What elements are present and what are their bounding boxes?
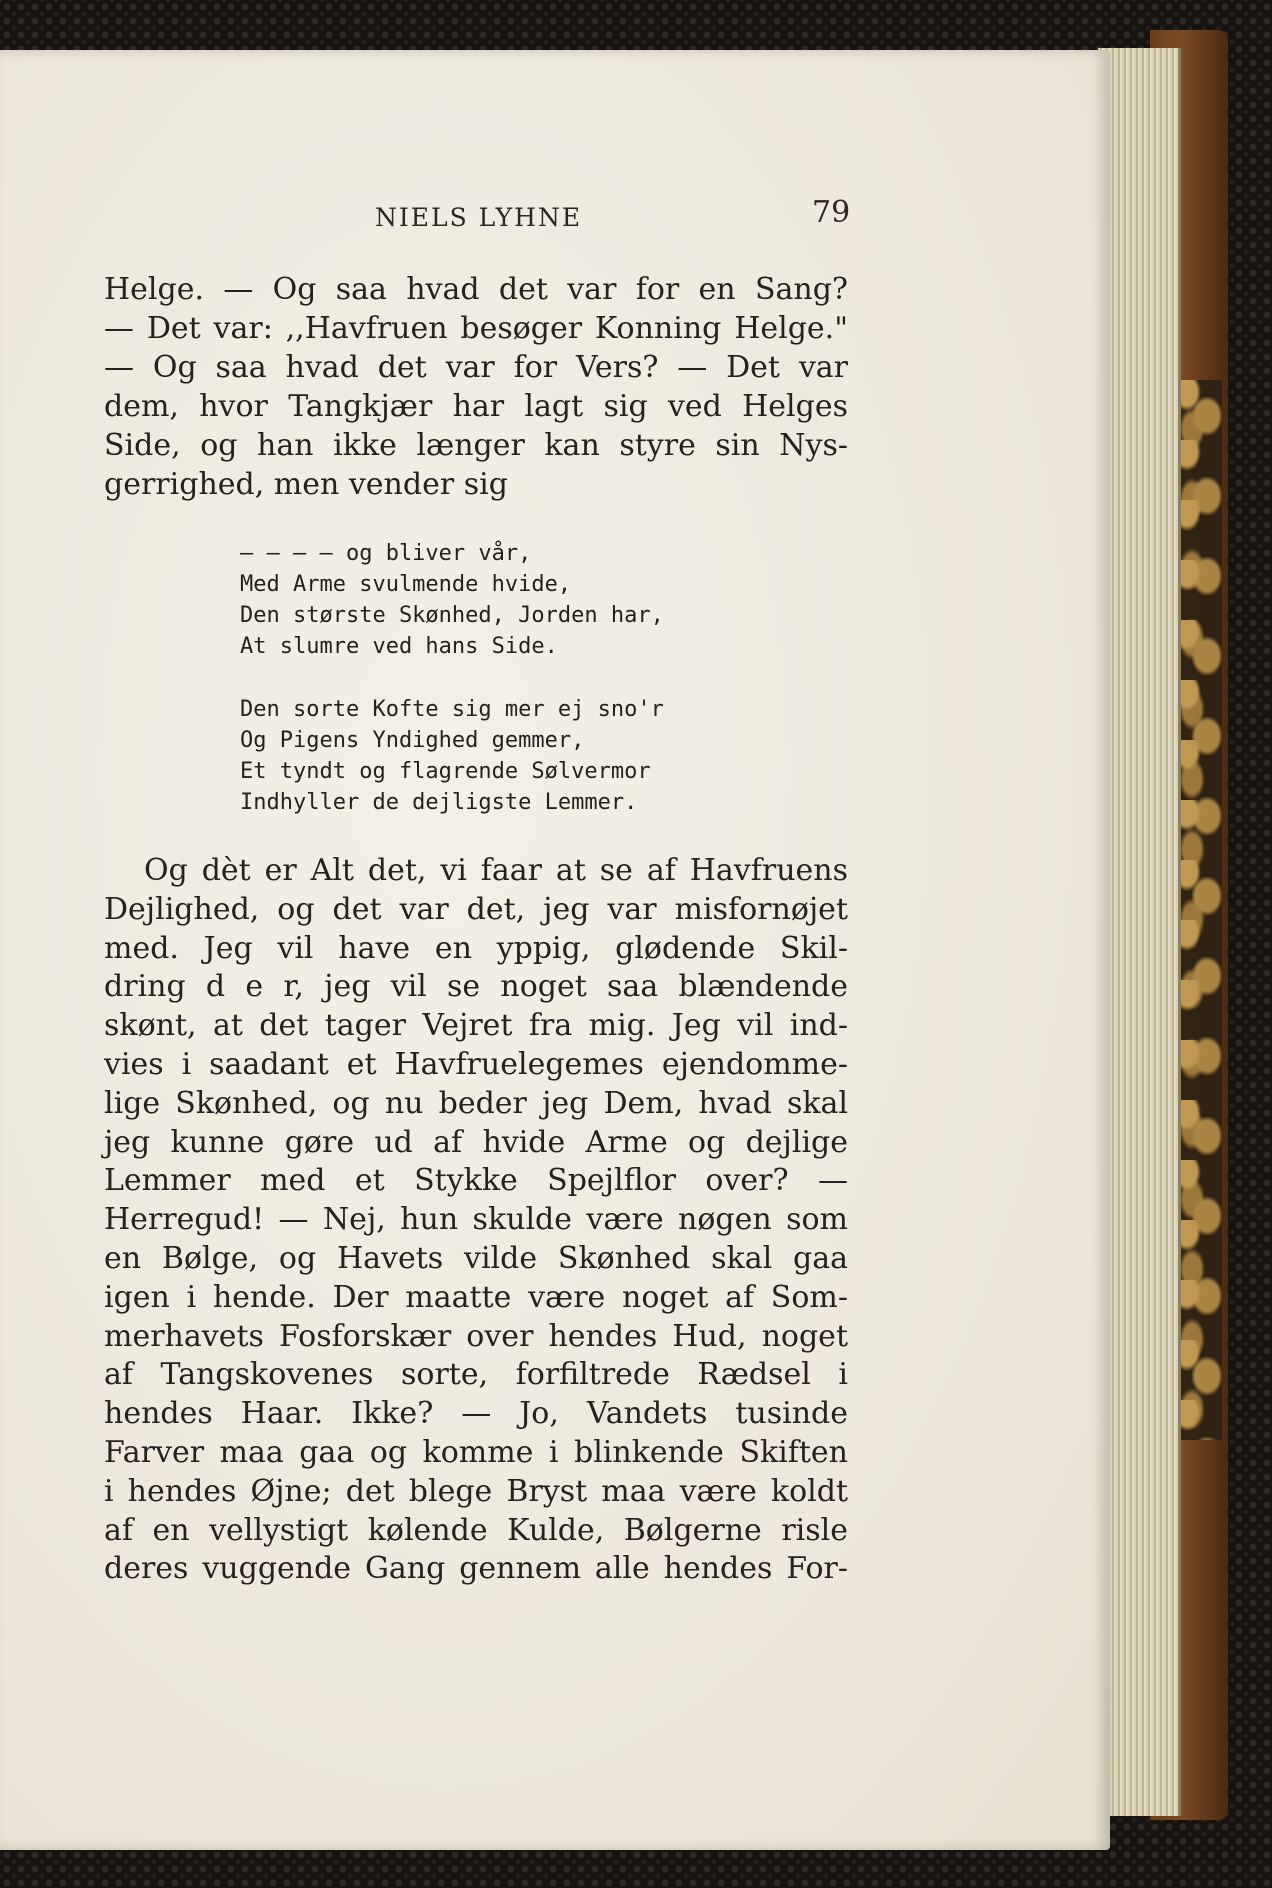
text-line: deres vuggende Gang gennem alle hendes For-: [104, 1551, 848, 1587]
text-line: hendes Haar. Ikke? — Jo, Vandets tusinde: [104, 1396, 848, 1432]
verse-line: Den sorte Kofte sig mer ej sno'r: [240, 697, 664, 722]
prose-paragraph-2: [104, 852, 848, 1589]
text-line: Og dèt er Alt det, vi faar at se af Havfruens: [144, 853, 848, 888]
text-line: Helge. — Og saa hvad det var for en Sang?: [104, 272, 848, 307]
text-line: skønt, at det tager Vejret fra mig. Jeg vil ind-: [104, 1008, 848, 1044]
text-line: Side, og han ikke længer kan styre sin Nys-: [104, 428, 848, 463]
verse-stanza-2: [240, 694, 664, 818]
text-line: dem, hvor Tangkjær har lagt sig ved Helges: [104, 389, 848, 424]
text-line: dring d e r, jeg vil se noget saa blændende: [104, 969, 848, 1005]
text-line: af en vellystigt kølende Kulde, Bølgerne risle: [104, 1512, 848, 1548]
verse-line: Indhyller de dejligste Lemmer.: [240, 790, 638, 815]
verse-line: Og Pigens Yndighed gemmer,: [240, 728, 585, 753]
text-line: jeg kunne gøre ud af hvide Arme og dejlige: [104, 1124, 848, 1160]
verse-stanza-1: [240, 538, 664, 662]
page-header: [100, 195, 851, 243]
text-line: en Bølge, og Havets vilde Skønhed skal gaa: [104, 1240, 848, 1276]
text-line: lige Skønhed, og nu beder jeg Dem, hvad skal: [104, 1085, 848, 1121]
text-line: merhavets Fosforskær over hendes Hud, noget: [104, 1318, 848, 1354]
verse-line: Et tyndt og flagrende Sølvermor: [240, 759, 651, 784]
text-line: Lemmer med et Stykke Spejlflor over? —: [104, 1163, 848, 1199]
verse-line: At slumre ved hans Side.: [240, 634, 558, 659]
text-line: gerrighed, men vender sig: [104, 467, 508, 502]
text-line: Dejlighed, og det var det, jeg var misfornøjet: [104, 891, 848, 927]
text-line: med. Jeg vil have en yppig, glødende Skil-: [104, 930, 848, 966]
page-number: 79: [812, 195, 851, 230]
text-line: i hendes Øjne; det blege Bryst maa være koldt: [104, 1473, 848, 1509]
text-line: — Det var: ,,Havfruen besøger Konning Helge.": [104, 311, 848, 346]
text-line: — Og saa hvad det var for Vers? — Det var: [104, 350, 848, 385]
running-title: NIELS LYHNE: [375, 203, 583, 232]
prose-paragraph-1: [104, 270, 848, 504]
text-line: Farver maa gaa og komme i blinkende Skiften: [104, 1434, 848, 1470]
text-line: igen i hende. Der maatte være noget af Som-: [104, 1279, 848, 1315]
verse-line: Den største Skønhed, Jorden har,: [240, 603, 664, 628]
verse-line: — — — — og bliver vår,: [240, 541, 532, 566]
verse-line: Med Arme svulmende hvide,: [240, 572, 572, 597]
text-line: vies i saadant et Havfruelegemes ejendomme-: [104, 1046, 848, 1082]
page-block-edges: [1098, 48, 1181, 1816]
text-line: af Tangskovenes sorte, forfiltrede Rædsel i: [104, 1357, 848, 1393]
text-line: Herregud! — Nej, hun skulde være nøgen som: [104, 1202, 848, 1238]
